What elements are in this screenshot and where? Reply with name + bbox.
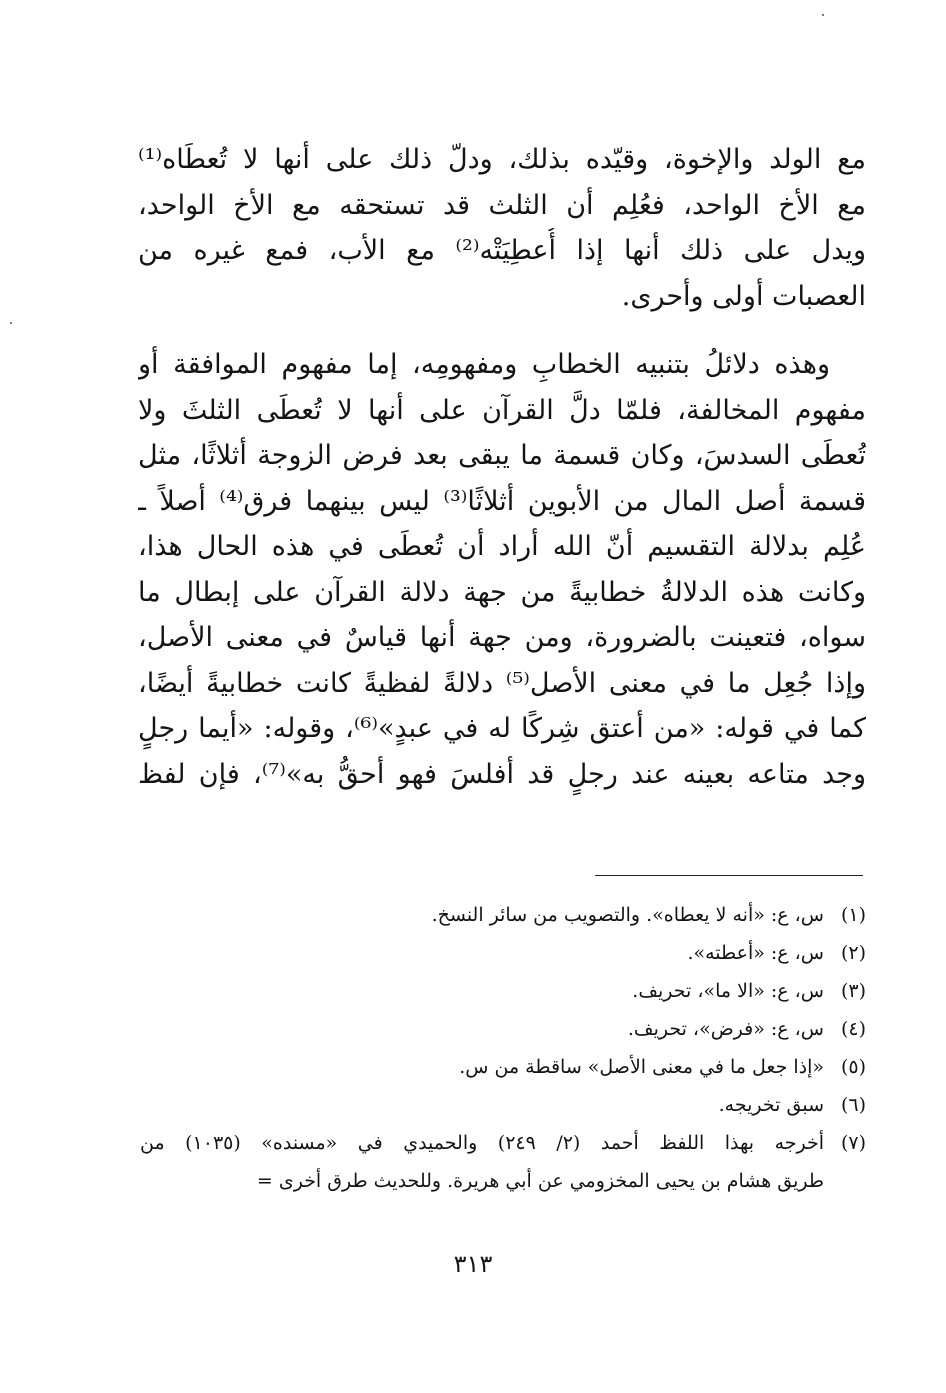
text-line: وإذا جُعِل ما في معنى الأصل⁽⁵⁾ دلالةً لفظيةً كانت خطابيةً أيضًا، (138, 667, 866, 699)
text-line: قسمة أصل المال من الأبوين أثلاثًا⁽³⁾ ليس بينهما فرق⁽⁴⁾ أصلاً ـ (138, 485, 866, 517)
text-line: عُلِم بدلالة التقسيم أنّ الله أراد أن تُعطَى في هذه الحال هذا، (138, 531, 866, 562)
footnote-number: (٧) (840, 1132, 866, 1154)
footnote (140, 1124, 866, 1200)
text-line: مع الأخ الواحد، فعُلِم أن الثلث قد تستحقه مع الأخ الواحد، (138, 189, 866, 221)
footnote-line: سبق تخريجه. (718, 1094, 824, 1116)
footnote-line: أخرجه بهذا اللفظ أحمد (٢/ ٢٤٩) والحميدي في «مسنده» (١٠٣٥) من (140, 1132, 824, 1154)
text-line: كما في قوله: «من أعتق شِركًا له في عبدٍ»⁽⁶⁾، وقوله: «أيما رجلٍ (138, 713, 866, 744)
footnote-number: (٣) (840, 980, 866, 1002)
text-line: العصبات أولى وأحرى. (621, 280, 866, 312)
footnote (140, 1010, 866, 1048)
footnote-number: (١) (840, 904, 866, 926)
footnote-line: طريق هشام بن يحيى المخزومي عن أبي هريرة. وللحديث طرق أخرى = (256, 1170, 824, 1192)
footnote-line: س، ع: «فرض»، تحريف. (627, 1018, 824, 1040)
text-line: وكانت هذه الدلالةُ خطابيةً من جهة دلالة القرآن على إبطال ما (138, 576, 866, 608)
footnote (140, 1048, 866, 1086)
footnote-line: «إذا جعل ما في معنى الأصل» ساقطة من س. (459, 1056, 824, 1078)
footnote-text (140, 972, 824, 1010)
text-line: مع الولد والإخوة، وقيّده بذلك، ودلّ ذلك على أنها لا تُعطَاه⁽¹⁾ (138, 144, 866, 175)
text-line: سواه، فتعينت بالضرورة، ومن جهة أنها قياسٌ في معنى الأصل، (138, 622, 866, 653)
paragraph-2 (138, 342, 866, 797)
footnote-line: س، ع: «الا ما»، تحريف. (632, 980, 824, 1002)
footnote-text (140, 1048, 824, 1086)
footnote-text (140, 1010, 824, 1048)
text-line: تُعطَى السدسَ، وكان قسمة ما يبقى بعد فرض الزوجة أثلاثًا، مثل (138, 440, 866, 471)
text-line: وهذه دلائلُ بتنبيه الخطابِ ومفهومِه، إما مفهوم الموافقة أو (138, 349, 830, 380)
footnote-number: (٢) (840, 942, 866, 964)
footnote-number: (٤) (840, 1018, 866, 1040)
page-number: ٣١٣ (453, 1250, 493, 1278)
footnotes (140, 896, 866, 1200)
footnote-text (140, 1124, 824, 1200)
footnote (140, 972, 866, 1010)
paragraph-1 (138, 137, 866, 319)
text-line: وجد متاعه بعينه عند رجلٍ قد أفلسَ فهو أحقُّ به»⁽⁷⁾، فإن لفظ (138, 758, 866, 790)
footnote-line: س، ع: «أنه لا يعطاه». والتصويب من سائر النسخ. (431, 904, 824, 926)
footnote (140, 1086, 866, 1124)
text-line: ويدل على ذلك أنها إذا أُعطِيَتْه⁽²⁾ مع الأب، فمع غيره من (138, 235, 866, 266)
text-line: مفهوم المخالفة، فلمّا دلَّ القرآن على أنها لا تُعطَى الثلثَ ولا (138, 394, 866, 426)
footnote-divider (595, 875, 863, 876)
footnote-number: (٥) (840, 1056, 866, 1078)
footnote-text (140, 934, 824, 972)
footnote-line: س، ع: «أعطته». (687, 942, 824, 964)
footnote (140, 896, 866, 934)
footnote-number: (٦) (840, 1094, 866, 1116)
footnote-text (140, 896, 824, 934)
footnote-text (140, 1086, 824, 1124)
footnote (140, 934, 866, 972)
scan-speck (822, 14, 824, 16)
scan-speck (10, 322, 12, 324)
